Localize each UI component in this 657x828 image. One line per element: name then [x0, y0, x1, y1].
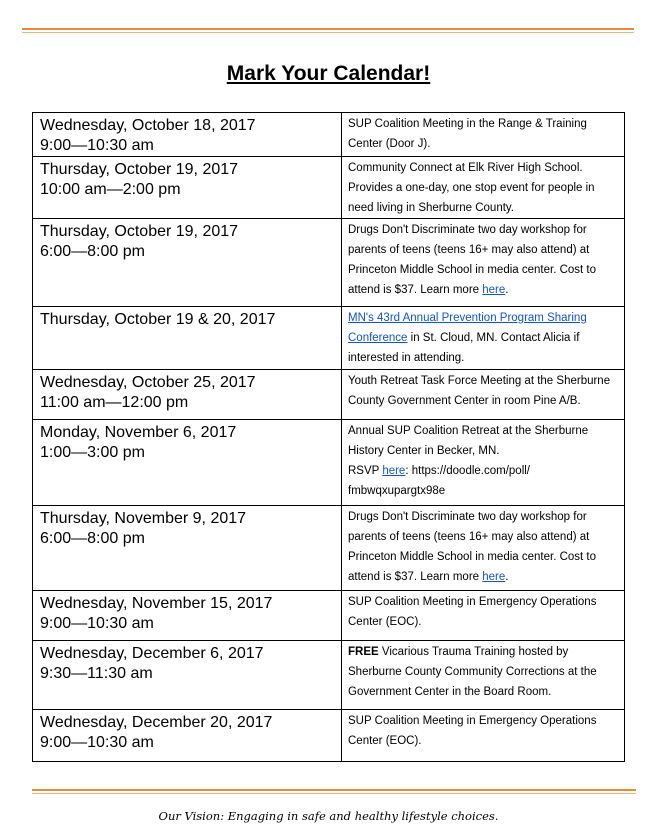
- top-divider: [22, 28, 634, 33]
- event-description: Drugs Don't Discriminate two day workshop for parents of teens (teens 16+ may also attend) at Princeton Middle School in media center. Cost to attend is $37. Learn more here.: [342, 506, 625, 591]
- table-row: [33, 157, 625, 219]
- table-row: [33, 370, 625, 420]
- event-description: FREE Vicarious Trauma Training hosted by Sherburne County Community Corrections at the Government Center in the Board Room.: [342, 641, 625, 710]
- event-date-cell: Wednesday, October 25, 2017 11:00 am—12:00 pm: [33, 370, 342, 420]
- event-description: Annual SUP Coalition Retreat at the Sherburne History Center in Becker, MN. RSVP here: https://doodle.com/poll/ fmbwqxupargtx98e: [342, 420, 625, 506]
- conference-link[interactable]: MN's 43rd Annual Prevention Program Sharing Conference: [348, 312, 587, 344]
- event-date-cell: Wednesday, November 15, 2017 9:00—10:30 am: [33, 591, 342, 641]
- event-description: SUP Coalition Meeting in the Range & Training Center (Door J).: [342, 113, 625, 157]
- event-description: Drugs Don't Discriminate two day workshop for parents of teens (teens 16+ may also attend) at Princeton Middle School in media center. Cost to attend is $37. Learn more here.: [342, 219, 625, 307]
- table-row: [33, 641, 625, 710]
- bottom-divider: [32, 789, 636, 794]
- event-date-cell: Thursday, October 19, 2017 10:00 am—2:00 pm: [33, 157, 342, 219]
- vision-statement: Our Vision: Engaging in safe and healthy lifestyle choices.: [158, 809, 499, 823]
- table-row: [33, 307, 625, 370]
- event-description: Youth Retreat Task Force Meeting at the Sherburne County Government Center in room Pine A/B.: [342, 370, 625, 420]
- event-date-cell: Wednesday, December 20, 2017 9:00—10:30 am: [33, 710, 342, 762]
- free-label: FREE: [348, 646, 379, 658]
- event-description: SUP Coalition Meeting in Emergency Operations Center (EOC).: [342, 710, 625, 762]
- learn-more-link[interactable]: here: [482, 284, 506, 296]
- event-description: MN's 43rd Annual Prevention Program Sharing Conference in St. Cloud, MN. Contact Alicia if interested in attending.: [342, 307, 625, 370]
- page-title: Mark Your Calendar!: [226, 62, 431, 85]
- event-date-cell: Monday, November 6, 2017 1:00—3:00 pm: [33, 420, 342, 506]
- table-row: [33, 506, 625, 591]
- calendar-table: [32, 112, 625, 762]
- table-row: [33, 219, 625, 307]
- event-date-cell: Thursday, November 9, 2017 6:00—8:00 pm: [33, 506, 342, 591]
- event-date-cell: Wednesday, October 18, 2017 9:00—10:30 am: [33, 113, 342, 157]
- table-row: [33, 591, 625, 641]
- event-date-cell: Thursday, October 19, 2017 6:00—8:00 pm: [33, 219, 342, 307]
- table-row: [33, 113, 625, 157]
- event-date-cell: Thursday, October 19 & 20, 2017: [33, 307, 342, 370]
- table-row: [33, 710, 625, 762]
- event-date-cell: Wednesday, December 6, 2017 9:30—11:30 am: [33, 641, 342, 710]
- event-description: Community Connect at Elk River High School. Provides a one-day, one stop event for people in need living in Sherburne County.: [342, 157, 625, 219]
- rsvp-link[interactable]: here: [382, 465, 406, 477]
- learn-more-link[interactable]: here: [482, 571, 506, 583]
- event-description: SUP Coalition Meeting in Emergency Operations Center (EOC).: [342, 591, 625, 641]
- table-row: [33, 420, 625, 506]
